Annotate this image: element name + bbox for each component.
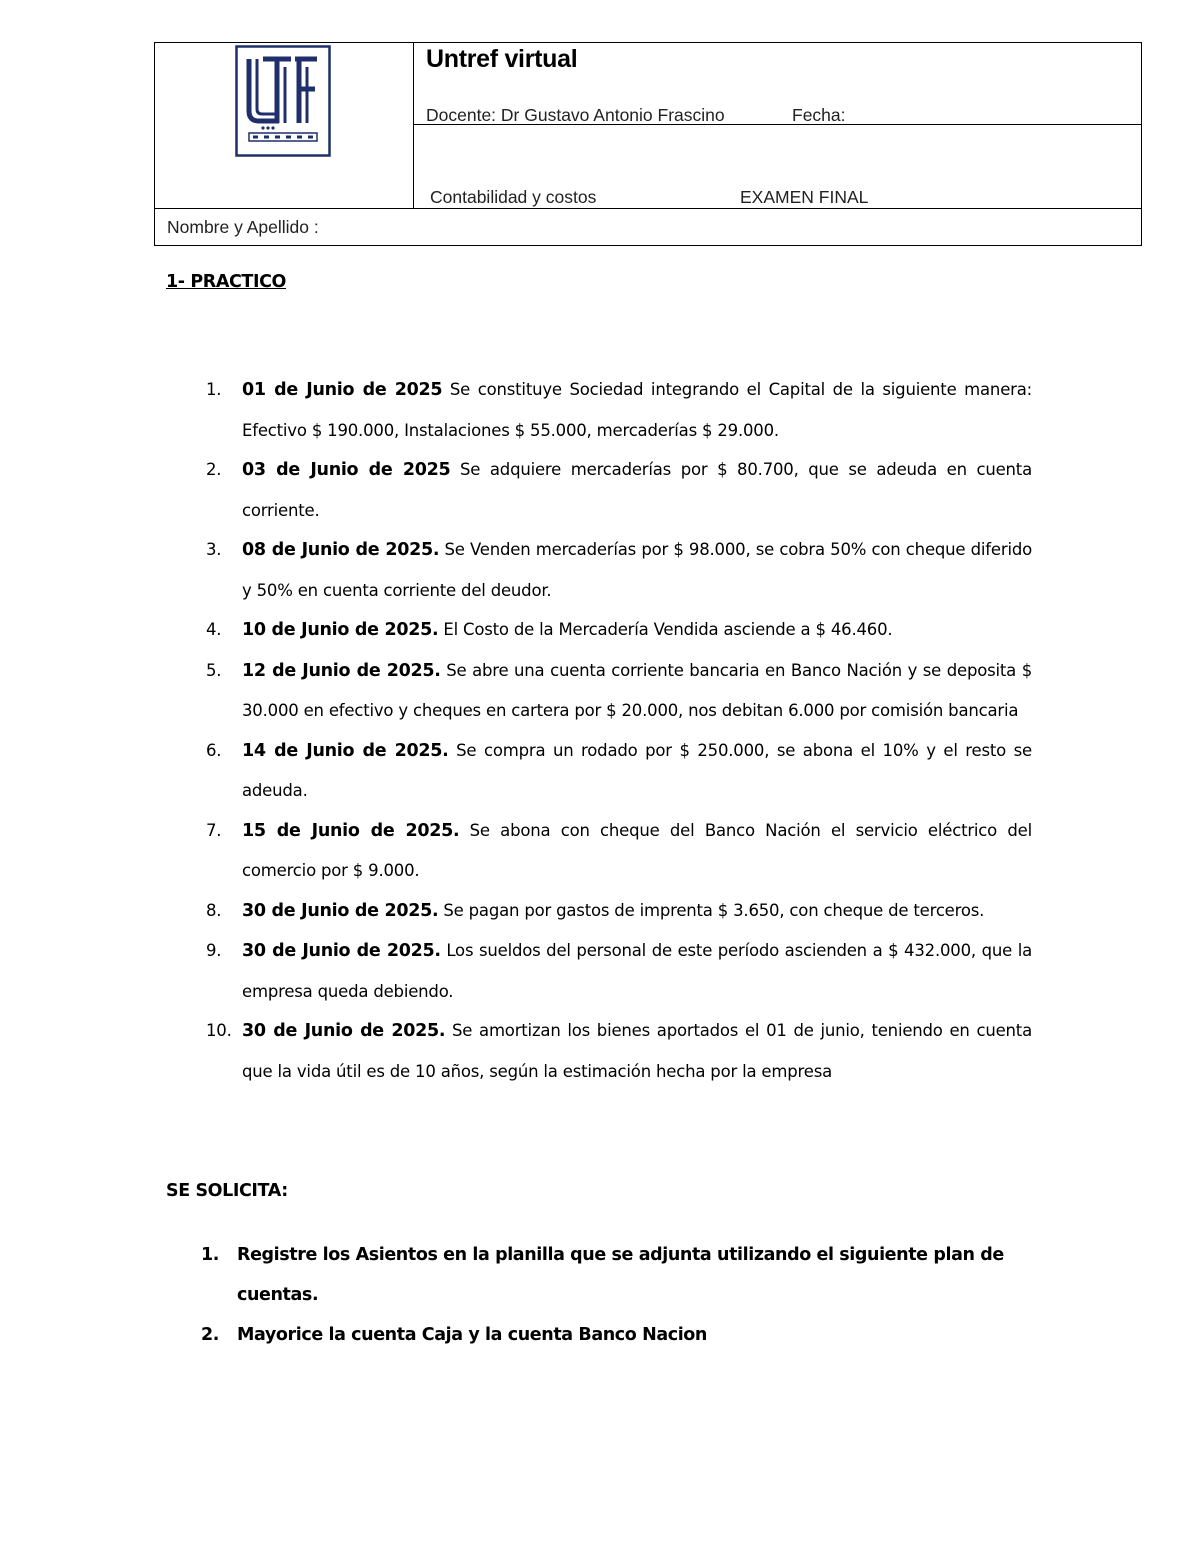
list-item — [166, 931, 1032, 1011]
section-title: 1- PRACTICO — [166, 272, 286, 292]
item-date: 08 de Junio de 2025. — [242, 540, 440, 560]
list-item — [166, 811, 1032, 891]
item-date: 30 de Junio de 2025. — [242, 941, 441, 961]
item-text: Se amortizan los bienes aportados el 01 de junio, teniendo en cuenta que la vida útil es de 10 años, según la estimación hecha por la empresa — [242, 1021, 1032, 1081]
course-name: Contabilidad y costos — [430, 187, 597, 207]
item-date: 12 de Junio de 2025. — [242, 660, 441, 681]
item-date: 01 de Junio de 2025 — [242, 380, 443, 400]
logo-cell — [155, 43, 414, 208]
item-number: 4. — [206, 620, 222, 639]
item-date: 15 de Junio de 2025. — [242, 820, 460, 841]
request-text: Mayorice la cuenta Caja y la cuenta Banco Nacion — [237, 1325, 707, 1345]
item-date: 10 de Junio de 2025. — [242, 620, 439, 640]
item-number: 8. — [206, 900, 222, 920]
request-list — [166, 1235, 1066, 1355]
item-number: 10. — [206, 1021, 232, 1040]
item-number: 7. — [206, 820, 222, 840]
info-top-cell — [414, 43, 1141, 125]
item-text: El Costo de la Mercadería Vendida asciende a $ 46.460. — [438, 620, 893, 639]
item-number: 2. — [206, 460, 222, 479]
site-title: Untref virtual — [426, 45, 578, 73]
name-label: Nombre y Apellido : — [167, 217, 319, 237]
header-table — [154, 42, 1142, 246]
item-text: Se constituye Sociedad integrando el Capital de la siguiente manera: Efectivo $ 190.000, Instalaciones $ 55.000, mercaderías $ 29.000. — [242, 380, 1032, 440]
solicita-title: SE SOLICITA: — [166, 1181, 288, 1201]
list-item — [166, 891, 1032, 932]
list-item — [166, 1235, 1066, 1315]
list-item — [166, 370, 1032, 450]
item-number: 1. — [206, 380, 222, 399]
exam-title: EXAMEN FINAL — [740, 187, 869, 207]
request-number: 1. — [201, 1245, 220, 1265]
item-text: Se Venden mercaderías por $ 98.000, se cobra 50% con cheque diferido y 50% en cuenta corriente del deudor. — [242, 540, 1032, 600]
item-text: Se abre una cuenta corriente bancaria en Banco Nación y se deposita $ 30.000 en efectivo y cheques en cartera por $ 20.000, nos debitan 6.000 por comisión bancaria — [242, 660, 1032, 720]
item-number: 3. — [206, 540, 222, 559]
item-text: Los sueldos del personal de este período ascienden a $ 432.000, que la empresa queda debiendo. — [242, 941, 1032, 1001]
untref-logo-icon — [235, 45, 331, 157]
item-text: Se adquiere mercaderías por $ 80.700, que se adeuda en cuenta corriente. — [242, 460, 1032, 520]
item-number: 9. — [206, 941, 222, 960]
list-item — [166, 1011, 1032, 1091]
exercise-list — [166, 370, 1032, 1091]
item-number: 5. — [206, 660, 222, 680]
item-date: 03 de Junio de 2025 — [242, 460, 451, 480]
list-item — [166, 731, 1032, 811]
list-item — [166, 651, 1032, 731]
list-item — [166, 1315, 1066, 1355]
item-date: 30 de Junio de 2025. — [242, 900, 439, 921]
item-number: 6. — [206, 740, 222, 760]
item-text: Se abona con cheque del Banco Nación el servicio eléctrico del comercio por $ 9.000. — [242, 820, 1032, 880]
docente-label: Docente: Dr Gustavo Antonio Frascino — [426, 105, 725, 125]
item-date: 14 de Junio de 2025. — [242, 740, 449, 761]
item-text: Se compra un rodado por $ 250.000, se abona el 10% y el resto se adeuda. — [242, 740, 1032, 800]
list-item — [166, 450, 1032, 530]
request-text: Registre los Asientos en la planilla que se adjunta utilizando el siguiente plan de cuentas. — [237, 1245, 1004, 1305]
item-text: Se pagan por gastos de imprenta $ 3.650, con cheque de terceros. — [438, 900, 985, 920]
list-item — [166, 610, 1032, 651]
name-row — [155, 208, 1141, 245]
list-item — [166, 530, 1032, 610]
item-date: 30 de Junio de 2025. — [242, 1021, 446, 1041]
info-bottom-cell — [414, 125, 1141, 208]
request-number: 2. — [201, 1325, 220, 1345]
fecha-label: Fecha: — [792, 105, 846, 125]
